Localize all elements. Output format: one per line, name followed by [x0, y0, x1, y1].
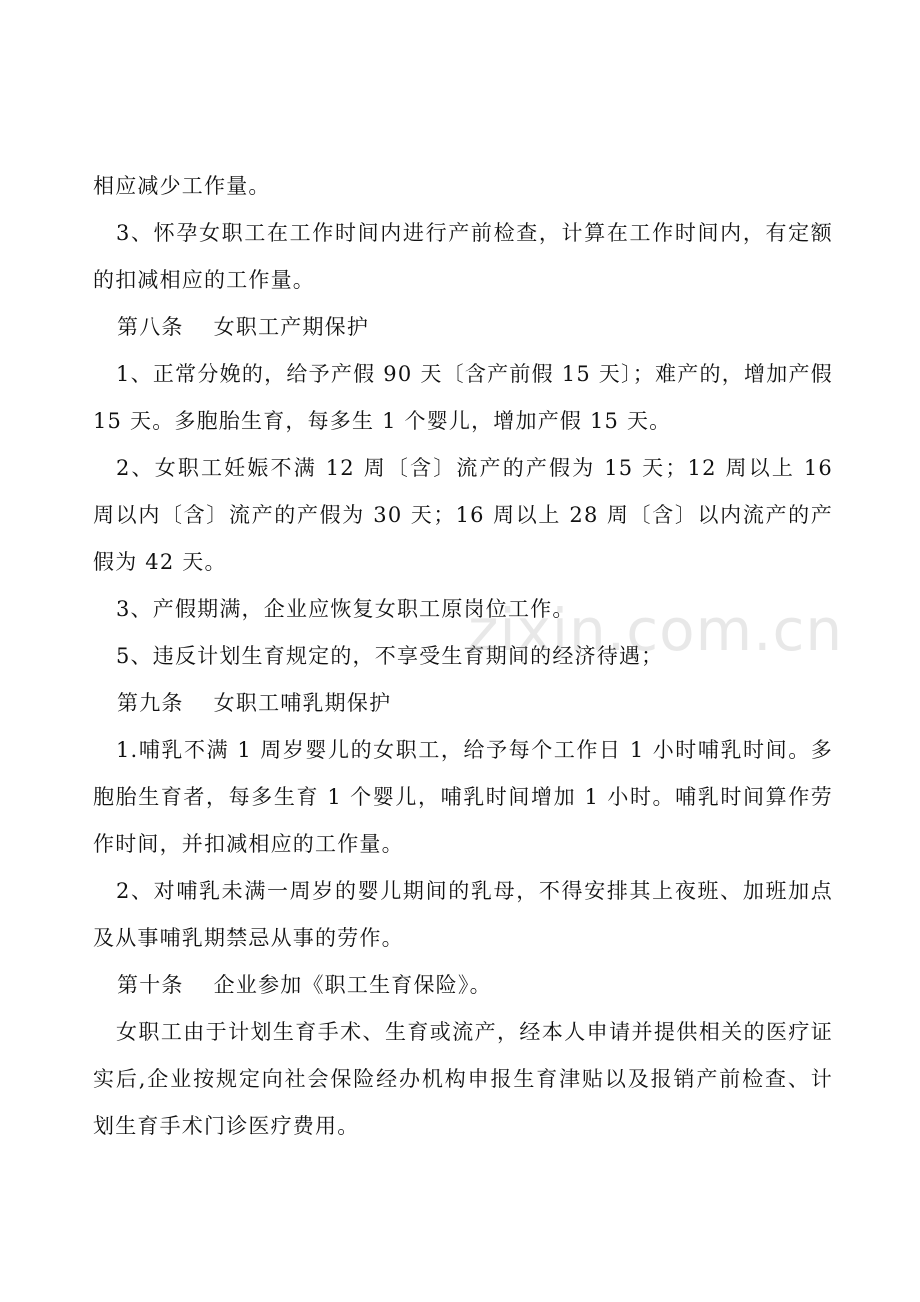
- paragraph: 3、怀孕女职工在工作时间内进行产前检查，计算在工作时间内，有定额的扣减相应的工作量。: [93, 221, 833, 292]
- watermark: zixin.com.cn: [468, 596, 844, 664]
- paragraph: 3、产假期满，企业应恢复女职工原岗位工作。: [116, 597, 575, 621]
- paragraph: 相应减少工作量。: [93, 174, 271, 198]
- section-heading: 第八条 女职工产期保护: [117, 315, 370, 339]
- paragraph: 5、违反计划生育规定的，不享受生育期间的经济待遇；: [116, 644, 664, 668]
- paragraph: 女职工由于计划生育手术、生育或流产，经本人申请并提供相关的医疗证实后,企业按规定向社会保险经办机构申报生育津贴以及报销产前检查、计划生育手术门诊医疗费用。: [93, 1020, 833, 1138]
- document-body: [93, 163, 833, 1150]
- section-heading: 第九条 女职工哺乳期保护: [117, 691, 392, 715]
- section-heading: 第十条 企业参加《职工生育保险》。: [117, 973, 492, 997]
- paragraph: 2、对哺乳未满一周岁的婴儿期间的乳母，不得安排其上夜班、加班加点及从事哺乳期禁忌从事的劳作。: [93, 879, 833, 950]
- paragraph: 1.哺乳不满 1 周岁婴儿的女职工，给予每个工作日 1 小时哺乳时间。多胞胎生育者，每多生育 1 个婴儿，哺乳时间增加 1 小时。哺乳时间算作劳作时间，并扣减相应的工作量。: [93, 738, 833, 856]
- paragraph: 1、正常分娩的，给予产假 90 天〔含产前假 15 天〕；难产的，增加产假 15 天。多胞胎生育，每多生 1 个婴儿，增加产假 15 天。: [93, 362, 833, 433]
- paragraph: 2、女职工妊娠不满 12 周〔含〕流产的产假为 15 天；12 周以上 16 周以内〔含〕流产的产假为 30 天；16 周以上 28 周〔含〕以内流产的产假为 42 天。: [93, 456, 833, 574]
